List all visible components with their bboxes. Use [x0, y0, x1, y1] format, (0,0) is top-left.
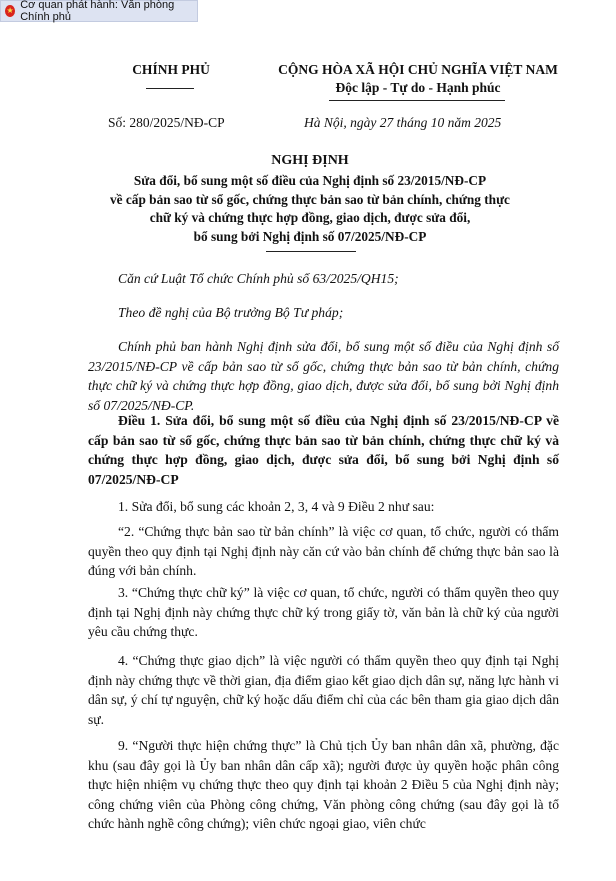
clause-1: 1. Sửa đổi, bổ sung các khoản 2, 3, 4 và 9 Điều 2 như sau:: [118, 499, 435, 514]
title-line: về cấp bản sao từ sổ gốc, chứng thực bản sao từ bản chính, chứng thực: [110, 192, 510, 207]
issuer-underline: [146, 88, 194, 89]
nation-name: CỘNG HÒA XÃ HỘI CHỦ NGHĨA VIỆT NAM: [278, 62, 558, 77]
title-line: chữ ký và chứng thực hợp đồng, giao dịch, được sửa đổi,: [149, 210, 471, 225]
national-motto: Độc lập - Tự do - Hạnh phúc: [335, 80, 501, 95]
issuer-name: CHÍNH PHỦ: [132, 62, 210, 77]
clause-2-definition: “2. “Chứng thực bản sao từ bản chính” là việc cơ quan, tổ chức, người có thẩm quyền theo quy định tại Nghị định này căn cứ vào bản chính để chứng thực bản sao là đúng với bản chính.: [88, 524, 559, 578]
title-underline: [266, 251, 356, 252]
state-emblem-icon: ★: [6, 6, 14, 15]
place-date: Hà Nội, ngày 27 tháng 10 năm 2025: [304, 115, 502, 130]
document-type: NGHỊ ĐỊNH: [271, 153, 349, 168]
publisher-banner: [0, 0, 198, 22]
title-line: Sửa đổi, bổ sung một số điều của Nghị định số 23/2015/NĐ-CP: [133, 173, 487, 188]
legal-basis: Căn cứ Luật Tổ chức Chính phủ số 63/2025/QH15;: [118, 271, 399, 286]
clause-3-definition: 3. “Chứng thực chữ ký” là việc cơ quan, tổ chức, người có thẩm quyền theo quy định tại Nghị định này chứng thực chữ ký trong giấy tờ, văn bản là chữ ký của người yêu cầu chứng thực.: [88, 585, 559, 639]
proposal-basis: Theo đề nghị của Bộ trưởng Bộ Tư pháp;: [118, 305, 344, 320]
clause-9-definition: 9. “Người thực hiện chứng thực” là Chủ tịch Ủy ban nhân dân xã, phường, đặc khu (sau đây gọi là Ủy ban nhân dân cấp xã); người được ủy quyền hoặc phân công thực hiện nhiệm vụ chứng thực theo quy định tại khoản 2 Điều 5 của Nghị định này; công chứng viên của Phòng công chứng, Văn phòng công chứng (sau đây gọi là tổ chức hành nghề công chứng); viên chức ngoại giao, viên chức: [88, 738, 559, 831]
clause-4-definition: 4. “Chứng thực giao dịch” là việc người có thẩm quyền theo quy định tại Nghị định này chứng thực về thời gian, địa điểm giao kết giao dịch dân sự, năng lực hành vi dân sự, ý chí tự nguyện, chữ ký hoặc dấu điểm chỉ của các bên tham gia giao dịch dân sự.: [88, 653, 559, 727]
document-number: Số: 280/2025/NĐ-CP: [108, 115, 225, 130]
title-line: bổ sung bởi Nghị định số 07/2025/NĐ-CP: [193, 229, 427, 244]
publisher-label: Cơ quan phát hành: Văn phòng Chính phủ: [20, 0, 175, 23]
enactment-statement: Chính phủ ban hành Nghị định sửa đổi, bổ sung một số điều của Nghị định số 23/2015/NĐ-CP về cấp bản sao từ sổ gốc, chứng thực bản sao từ bản chính, chứng thực chữ ký và chứng thực hợp đồng, giao dịch, được sửa đổi, bổ sung bởi Nghị định số 07/2025/NĐ-CP.: [88, 339, 559, 413]
motto-underline: [329, 100, 505, 101]
article-1-heading: Điều 1. Sửa đổi, bổ sung một số điều của Nghị định số 23/2015/NĐ-CP về cấp bản sao từ sổ gốc, chứng thực bản sao từ bản chính, chứng thực chữ ký và chứng thực hợp đồng, giao dịch, được sửa đổi, bổ sung bởi Nghị định số 07/2025/NĐ-CP: [88, 413, 559, 487]
